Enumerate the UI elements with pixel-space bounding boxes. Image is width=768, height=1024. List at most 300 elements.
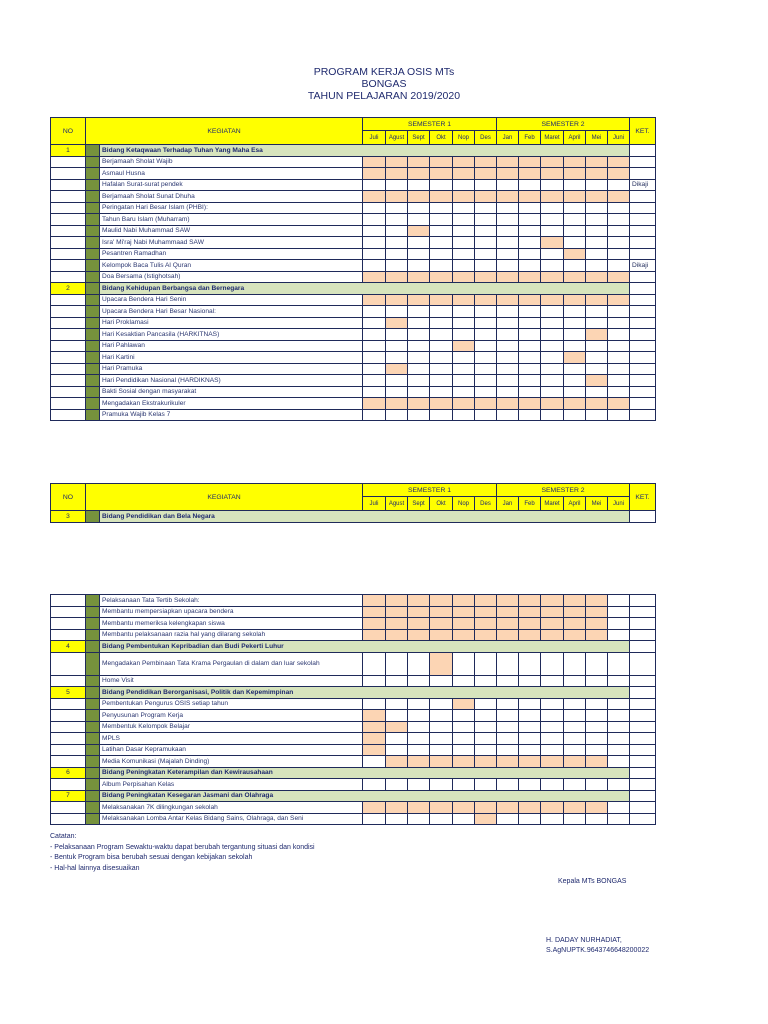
month-cell <box>430 214 453 226</box>
section-title: Bidang Kehidupan Berbangsa dan Bernegara <box>100 283 630 295</box>
month-cell <box>519 225 541 237</box>
section-number: 4 <box>51 641 86 653</box>
row-number <box>51 329 86 341</box>
month-cell <box>519 733 541 745</box>
month-cell <box>497 179 519 191</box>
month-cell <box>430 317 453 329</box>
month-cell <box>564 260 586 272</box>
month-cell <box>363 214 386 226</box>
scheduled-month-cell <box>363 191 386 203</box>
month-cell <box>519 306 541 318</box>
scheduled-month-cell <box>453 756 475 768</box>
month-cell <box>608 179 630 191</box>
section-row <box>51 767 656 779</box>
month-cell <box>564 675 586 687</box>
row-number <box>51 260 86 272</box>
month-cell <box>586 340 608 352</box>
month-cell <box>608 813 630 825</box>
month-cell <box>519 744 541 756</box>
scheduled-month-cell <box>430 168 453 180</box>
ket-cell <box>630 329 656 341</box>
row-marker <box>86 813 100 825</box>
month-cell <box>430 813 453 825</box>
scheduled-month-cell <box>564 606 586 618</box>
activity-label: Home Visit <box>100 675 363 687</box>
row-marker <box>86 352 100 364</box>
activity-row <box>51 191 656 203</box>
scheduled-month-cell <box>586 756 608 768</box>
month-cell <box>519 386 541 398</box>
month-cell <box>408 652 430 675</box>
signature-name: H. DADAY NURHADIAT, <box>546 937 622 944</box>
month-cell <box>386 225 408 237</box>
month-cell <box>408 813 430 825</box>
scheduled-month-cell <box>564 168 586 180</box>
month-cell <box>519 352 541 364</box>
month-cell <box>541 721 564 733</box>
activity-label: Berjamaah Sholat Sunat Dhuha <box>100 191 363 203</box>
activity-row <box>51 271 656 283</box>
month-cell <box>475 375 497 387</box>
month-cell <box>497 652 519 675</box>
scheduled-month-cell <box>430 191 453 203</box>
month-cell <box>475 329 497 341</box>
month-cell <box>564 721 586 733</box>
activity-row <box>51 618 656 630</box>
activity-row <box>51 179 656 191</box>
scheduled-month-cell <box>430 271 453 283</box>
month-cell <box>430 386 453 398</box>
month-cell <box>475 352 497 364</box>
activity-label: MPLS <box>100 733 363 745</box>
row-number <box>51 813 86 825</box>
month-cell <box>408 733 430 745</box>
ket-cell <box>630 398 656 410</box>
month-cell <box>497 733 519 745</box>
month-cell <box>497 710 519 722</box>
scheduled-month-cell <box>430 629 453 641</box>
month-cell <box>497 375 519 387</box>
month-cell <box>453 779 475 791</box>
scheduled-month-cell <box>363 398 386 410</box>
row-marker <box>86 145 100 157</box>
month-header: Jan <box>497 131 519 145</box>
scheduled-month-cell <box>564 352 586 364</box>
activity-row <box>51 652 656 675</box>
month-cell <box>475 260 497 272</box>
ket-cell <box>630 214 656 226</box>
month-cell <box>608 317 630 329</box>
month-cell <box>541 363 564 375</box>
scheduled-month-cell <box>453 595 475 607</box>
scheduled-month-cell <box>453 294 475 306</box>
activity-row <box>51 756 656 768</box>
scheduled-month-cell <box>564 191 586 203</box>
month-header: Maret <box>541 131 564 145</box>
month-cell <box>408 237 430 249</box>
month-cell <box>541 710 564 722</box>
month-header: Mei <box>586 497 608 511</box>
month-cell <box>608 779 630 791</box>
row-marker <box>86 294 100 306</box>
ket-cell: Dikaji <box>630 260 656 272</box>
month-header: Nop <box>453 131 475 145</box>
scheduled-month-cell <box>608 398 630 410</box>
month-cell <box>430 340 453 352</box>
ket-cell: Dikaji <box>630 179 656 191</box>
month-cell <box>541 733 564 745</box>
scheduled-month-cell <box>541 618 564 630</box>
month-cell <box>541 698 564 710</box>
month-cell <box>408 375 430 387</box>
month-cell <box>453 237 475 249</box>
row-number <box>51 721 86 733</box>
month-cell <box>564 340 586 352</box>
month-cell <box>497 237 519 249</box>
scheduled-month-cell <box>497 629 519 641</box>
month-cell <box>453 225 475 237</box>
row-number <box>51 271 86 283</box>
activity-label: Hari Pahlawan <box>100 340 363 352</box>
month-cell <box>408 744 430 756</box>
scheduled-month-cell <box>608 168 630 180</box>
activity-row <box>51 156 656 168</box>
section-title: Bidang Pendidikan dan Bela Negara <box>100 511 630 523</box>
month-cell <box>564 698 586 710</box>
activity-label: Hari Kartini <box>100 352 363 364</box>
title-line1: PROGRAM KERJA OSIS MTs <box>313 66 455 78</box>
activity-row <box>51 698 656 710</box>
month-cell <box>386 675 408 687</box>
month-cell <box>519 363 541 375</box>
scheduled-month-cell <box>475 156 497 168</box>
row-number <box>51 340 86 352</box>
scheduled-month-cell <box>408 802 430 814</box>
row-marker <box>86 156 100 168</box>
month-cell <box>430 260 453 272</box>
month-header: April <box>564 131 586 145</box>
month-cell <box>586 363 608 375</box>
month-cell <box>564 237 586 249</box>
activity-label: Hari Pendidikan Nasional (HARDIKNAS) <box>100 375 363 387</box>
scheduled-month-cell <box>408 398 430 410</box>
notes <box>50 832 315 874</box>
scheduled-month-cell <box>608 294 630 306</box>
note-line: - Hal-hal lainnya disesuaikan <box>50 864 140 872</box>
activity-row <box>51 340 656 352</box>
scheduled-month-cell <box>586 618 608 630</box>
scheduled-month-cell <box>386 317 408 329</box>
row-marker <box>86 790 100 802</box>
scheduled-month-cell <box>586 629 608 641</box>
month-cell <box>497 352 519 364</box>
month-cell <box>564 375 586 387</box>
month-cell <box>386 248 408 260</box>
section-title: Bidang Peningkatan Keterampilan dan Kewirausahaan <box>100 767 630 779</box>
month-header: Agust <box>386 497 408 511</box>
ket-cell <box>630 271 656 283</box>
ket-cell <box>630 340 656 352</box>
activity-label: Maulid Nabi Muhammad SAW <box>100 225 363 237</box>
month-cell <box>430 248 453 260</box>
ket-cell <box>630 652 656 675</box>
activity-row <box>51 733 656 745</box>
month-cell <box>386 744 408 756</box>
row-marker <box>86 756 100 768</box>
month-cell <box>608 744 630 756</box>
month-cell <box>497 260 519 272</box>
scheduled-month-cell <box>564 756 586 768</box>
scheduled-month-cell <box>541 606 564 618</box>
month-cell <box>497 698 519 710</box>
row-marker <box>86 409 100 421</box>
activity-label: Media Komunikasi (Majalah Dinding) <box>100 756 363 768</box>
ket-cell <box>630 813 656 825</box>
activity-label: Pelaksanaan Tata Tertib Sekolah: <box>100 595 363 607</box>
activity-row <box>51 214 656 226</box>
row-number <box>51 652 86 675</box>
ket-cell <box>630 802 656 814</box>
scheduled-month-cell <box>475 191 497 203</box>
scheduled-month-cell <box>453 618 475 630</box>
month-cell <box>608 606 630 618</box>
row-marker <box>86 386 100 398</box>
col-kegiatan-header: KEGIATAN <box>86 118 363 145</box>
activity-label: Album Perpisahan Kelas <box>100 779 363 791</box>
month-header: Sept <box>408 131 430 145</box>
ket-cell <box>630 606 656 618</box>
month-cell <box>453 363 475 375</box>
ket-cell <box>630 511 656 523</box>
scheduled-month-cell <box>363 721 386 733</box>
row-marker <box>86 214 100 226</box>
scheduled-month-cell <box>541 156 564 168</box>
month-cell <box>564 733 586 745</box>
row-number <box>51 352 86 364</box>
month-cell <box>453 733 475 745</box>
row-marker <box>86 179 100 191</box>
month-header: Juni <box>608 497 630 511</box>
scheduled-month-cell <box>430 294 453 306</box>
month-cell <box>586 214 608 226</box>
row-marker <box>86 744 100 756</box>
month-cell <box>475 744 497 756</box>
month-cell <box>541 260 564 272</box>
scheduled-month-cell <box>408 191 430 203</box>
program-table-3 <box>50 594 656 825</box>
month-cell <box>608 375 630 387</box>
month-cell <box>475 710 497 722</box>
month-cell <box>497 329 519 341</box>
activity-row <box>51 675 656 687</box>
month-cell <box>541 202 564 214</box>
month-cell <box>475 652 497 675</box>
month-cell <box>541 329 564 341</box>
row-number <box>51 606 86 618</box>
month-cell <box>386 352 408 364</box>
month-cell <box>430 409 453 421</box>
scheduled-month-cell <box>363 733 386 745</box>
month-cell <box>564 202 586 214</box>
ket-cell <box>630 294 656 306</box>
scheduled-month-cell <box>519 802 541 814</box>
month-cell <box>453 813 475 825</box>
section-row <box>51 283 656 295</box>
month-cell <box>430 779 453 791</box>
month-cell <box>363 179 386 191</box>
activity-row <box>51 386 656 398</box>
month-cell <box>586 202 608 214</box>
row-number <box>51 409 86 421</box>
section-title: Bidang Pendidikan Berorganisasi, Politik dan Kepemimpinan <box>100 687 630 699</box>
month-cell <box>541 675 564 687</box>
ket-cell <box>630 386 656 398</box>
month-cell <box>475 779 497 791</box>
scheduled-month-cell <box>453 340 475 352</box>
row-number <box>51 306 86 318</box>
month-cell <box>608 618 630 630</box>
month-cell <box>453 386 475 398</box>
col-ket-header: KET. <box>630 118 656 145</box>
activity-label: Pramuka Wajib Kelas 7 <box>100 409 363 421</box>
row-number <box>51 779 86 791</box>
month-cell <box>363 375 386 387</box>
ket-cell <box>630 767 656 779</box>
row-number <box>51 363 86 375</box>
month-header: Feb <box>519 497 541 511</box>
scheduled-month-cell <box>564 618 586 630</box>
month-cell <box>363 260 386 272</box>
activity-label: Bakti Sosial dengan masyarakat <box>100 386 363 398</box>
header-row <box>51 118 656 131</box>
scheduled-month-cell <box>408 618 430 630</box>
scheduled-month-cell <box>453 398 475 410</box>
scheduled-month-cell <box>519 398 541 410</box>
scheduled-month-cell <box>475 756 497 768</box>
ket-cell <box>630 283 656 295</box>
month-cell <box>453 352 475 364</box>
section-number: 2 <box>51 283 86 295</box>
month-cell <box>408 386 430 398</box>
scheduled-month-cell <box>586 329 608 341</box>
row-number <box>51 629 86 641</box>
month-cell <box>564 306 586 318</box>
scheduled-month-cell <box>386 595 408 607</box>
ket-cell <box>630 202 656 214</box>
activity-row <box>51 721 656 733</box>
month-header: Des <box>475 497 497 511</box>
month-cell <box>430 721 453 733</box>
row-marker <box>86 363 100 375</box>
program-table-2 <box>50 483 656 523</box>
month-cell <box>475 202 497 214</box>
activity-row <box>51 329 656 341</box>
month-cell <box>475 317 497 329</box>
activity-label: Penyusunan Program Kerja <box>100 710 363 722</box>
activity-label: Pembentukan Pengurus OSIS setiap tahun <box>100 698 363 710</box>
ket-cell <box>630 675 656 687</box>
month-header: Mei <box>586 131 608 145</box>
scheduled-month-cell <box>541 191 564 203</box>
ket-cell <box>630 352 656 364</box>
month-cell <box>586 225 608 237</box>
month-cell <box>541 179 564 191</box>
month-cell <box>408 306 430 318</box>
scheduled-month-cell <box>475 398 497 410</box>
month-cell <box>363 352 386 364</box>
scheduled-month-cell <box>497 271 519 283</box>
scheduled-month-cell <box>564 271 586 283</box>
scheduled-month-cell <box>564 294 586 306</box>
scheduled-month-cell <box>430 606 453 618</box>
scheduled-month-cell <box>430 652 453 675</box>
month-cell <box>408 260 430 272</box>
ket-cell <box>630 363 656 375</box>
month-cell <box>408 179 430 191</box>
month-cell <box>586 260 608 272</box>
scheduled-month-cell <box>453 191 475 203</box>
activity-label: Hari Pramuka <box>100 363 363 375</box>
month-cell <box>541 340 564 352</box>
month-cell <box>430 202 453 214</box>
row-marker <box>86 191 100 203</box>
month-cell <box>430 675 453 687</box>
month-cell <box>608 802 630 814</box>
month-cell <box>453 306 475 318</box>
month-cell <box>363 756 386 768</box>
scheduled-month-cell <box>497 294 519 306</box>
row-marker <box>86 202 100 214</box>
scheduled-month-cell <box>386 294 408 306</box>
scheduled-month-cell <box>363 710 386 722</box>
month-cell <box>608 386 630 398</box>
section-row <box>51 687 656 699</box>
month-cell <box>363 652 386 675</box>
month-header: Feb <box>519 131 541 145</box>
activity-row <box>51 168 656 180</box>
header-row <box>51 484 656 497</box>
month-cell <box>586 317 608 329</box>
month-cell <box>386 329 408 341</box>
month-cell <box>408 317 430 329</box>
month-cell <box>497 317 519 329</box>
month-cell <box>363 340 386 352</box>
ket-cell <box>630 248 656 260</box>
col-no-header: NO <box>51 118 86 145</box>
scheduled-month-cell <box>408 294 430 306</box>
month-cell <box>386 179 408 191</box>
scheduled-month-cell <box>564 802 586 814</box>
row-number <box>51 398 86 410</box>
month-cell <box>541 352 564 364</box>
month-cell <box>608 721 630 733</box>
month-cell <box>564 225 586 237</box>
month-cell <box>430 352 453 364</box>
month-cell <box>363 409 386 421</box>
scheduled-month-cell <box>541 398 564 410</box>
month-cell <box>497 340 519 352</box>
scheduled-month-cell <box>453 156 475 168</box>
program-table-1 <box>50 117 656 421</box>
month-cell <box>453 329 475 341</box>
month-cell <box>453 375 475 387</box>
scheduled-month-cell <box>430 398 453 410</box>
section-number: 7 <box>51 790 86 802</box>
month-cell <box>608 595 630 607</box>
activity-row <box>51 802 656 814</box>
activity-row <box>51 813 656 825</box>
month-cell <box>519 779 541 791</box>
